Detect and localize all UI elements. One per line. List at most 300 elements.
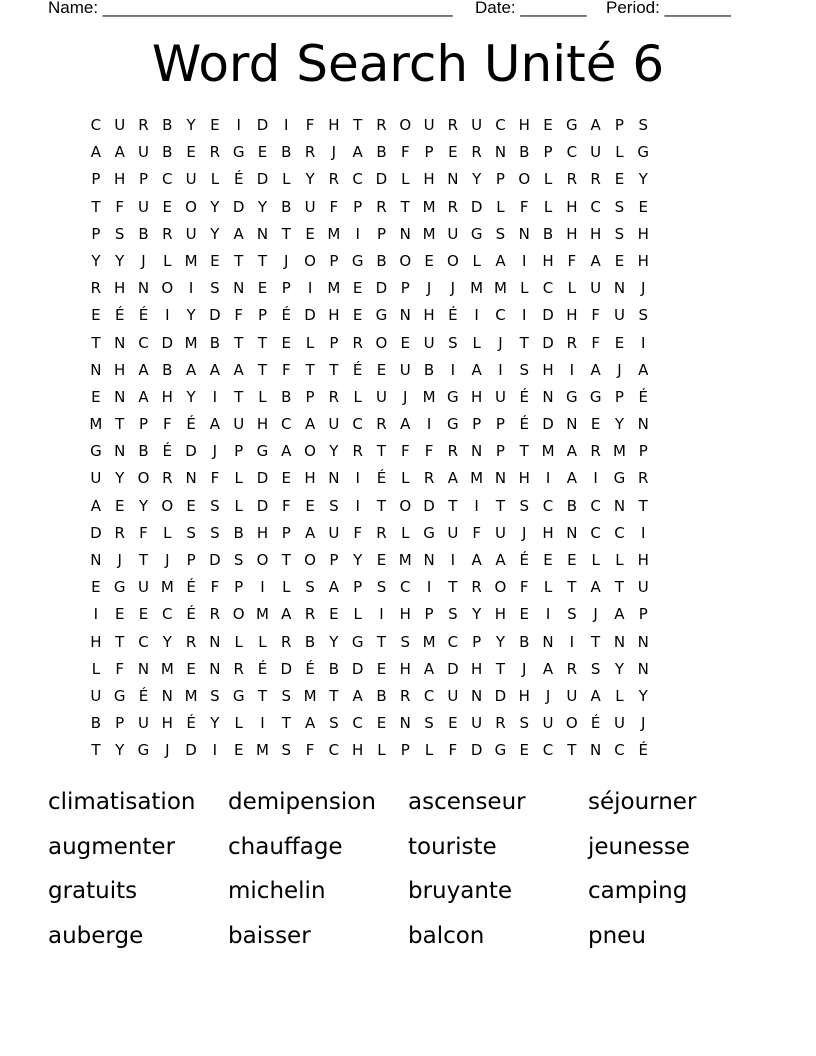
grid-cell: M — [160, 578, 174, 597]
grid-cell: P — [234, 442, 244, 461]
grid-cell: I — [236, 116, 241, 134]
grid-cell: Y — [186, 387, 196, 406]
grid-cell: N — [566, 415, 578, 434]
grid-cell: T — [519, 333, 529, 352]
grid-cell: P — [638, 442, 648, 461]
grid-cell: T — [281, 714, 291, 733]
grid-cell: H — [542, 523, 554, 542]
grid-cell: G — [351, 251, 364, 270]
grid-cell: R — [328, 387, 340, 406]
grid-cell: R — [376, 116, 387, 134]
grid-cell: M — [184, 686, 198, 705]
grid-cell: H — [328, 116, 340, 134]
grid-row — [84, 574, 655, 601]
grid-cell: M — [256, 605, 269, 624]
grid-cell: L — [282, 578, 291, 597]
grid-cell: H — [256, 523, 269, 542]
grid-cell: U — [471, 116, 483, 134]
grid-cell: U — [399, 360, 411, 379]
grid-cell: R — [376, 415, 387, 434]
grid-cell: E — [352, 279, 363, 298]
grid-cell: C — [162, 605, 173, 624]
grid-cell: R — [590, 442, 601, 461]
grid-row — [84, 601, 655, 628]
grid-cell: G — [637, 143, 650, 162]
grid-cell: A — [423, 659, 435, 678]
grid-cell: M — [470, 469, 484, 488]
grid-cell: A — [542, 659, 554, 678]
grid-cell: P — [472, 632, 482, 651]
grid-cell: T — [138, 551, 149, 569]
grid-cell: E — [543, 551, 553, 569]
grid-cell: J — [593, 605, 598, 624]
grid-cell: É — [114, 306, 125, 325]
grid-cell: J — [617, 360, 622, 379]
grid-cell: Y — [91, 251, 101, 270]
grid-cell: E — [114, 605, 125, 624]
grid-row — [84, 683, 655, 710]
grid-cell: C — [400, 578, 411, 597]
grid-cell: D — [494, 686, 507, 705]
grid-cell: H — [637, 224, 649, 243]
grid-cell: L — [615, 143, 624, 162]
grid-cell: L — [543, 197, 553, 216]
grid-cell: B — [519, 143, 530, 162]
grid-cell: G — [494, 741, 507, 760]
grid-cell: L — [258, 632, 267, 651]
grid-cell: M — [160, 659, 174, 678]
grid-cell: S — [614, 197, 625, 216]
grid-cell: D — [256, 170, 269, 189]
grid-cell: É — [186, 415, 196, 434]
grid-cell: N — [137, 279, 150, 298]
grid-cell: I — [474, 496, 479, 515]
grid-cell: L — [567, 279, 577, 298]
grid-cell: P — [329, 251, 339, 270]
grid-cell: N — [399, 224, 411, 243]
grid-cell: G — [232, 686, 245, 705]
grid-cell: E — [138, 605, 149, 624]
grid-cell: T — [495, 496, 506, 515]
grid-cell: O — [518, 170, 531, 189]
grid-cell: L — [401, 469, 410, 488]
grid-cell: S — [519, 496, 529, 515]
grid-cell: C — [138, 632, 149, 651]
grid-cell: C — [542, 496, 554, 515]
grid-cell: H — [518, 686, 530, 705]
grid-cell: J — [545, 686, 551, 705]
grid-row — [84, 139, 655, 166]
grid-cell: E — [448, 714, 458, 733]
grid-cell: R — [304, 143, 316, 162]
grid-cell: H — [114, 360, 126, 379]
grid-cell: C — [495, 116, 506, 134]
grid-cell: F — [210, 469, 220, 488]
grid-cell: B — [376, 251, 387, 270]
grid-cell: Y — [210, 197, 220, 216]
grid-cell: A — [590, 578, 601, 597]
grid-cell: G — [566, 116, 578, 134]
grid-cell: P — [234, 578, 244, 597]
grid-cell: A — [638, 360, 649, 379]
grid-cell: A — [185, 360, 197, 379]
grid-cell: I — [450, 551, 456, 569]
word-bank-item: gratuits — [48, 878, 138, 904]
grid-cell: G — [256, 442, 269, 461]
grid-cell: E — [376, 714, 387, 733]
grid-cell: A — [495, 551, 506, 569]
grid-row — [84, 166, 655, 193]
grid-cell: T — [329, 360, 339, 379]
grid-cell: T — [448, 578, 458, 597]
grid-cell: C — [614, 523, 625, 542]
grid-cell: E — [281, 469, 292, 488]
grid-cell: L — [91, 659, 101, 678]
grid-cell: I — [545, 605, 551, 624]
grid-cell: P — [353, 197, 363, 216]
grid-cell: I — [165, 306, 170, 325]
grid-cell: E — [590, 415, 601, 434]
grid-cell: G — [447, 387, 459, 406]
grid-cell: D — [542, 306, 554, 325]
grid-cell: É — [376, 469, 387, 488]
grid-cell: J — [641, 279, 646, 298]
word-bank-item: baisser — [228, 922, 311, 949]
grid-cell: R — [209, 143, 221, 162]
grid-cell: S — [210, 279, 220, 298]
grid-cell: P — [138, 415, 149, 434]
period-field-label: Period: _______ — [606, 0, 731, 17]
grid-cell: C — [352, 415, 363, 434]
grid-cell: T — [567, 578, 577, 597]
grid-cell: É — [257, 659, 268, 678]
grid-cell: O — [137, 469, 150, 488]
grid-cell: T — [281, 551, 291, 569]
grid-cell: H — [399, 605, 411, 624]
grid-cell: I — [355, 496, 360, 515]
grid-cell: E — [376, 551, 387, 569]
grid-cell: E — [233, 741, 244, 760]
grid-cell: P — [257, 306, 267, 325]
grid-cell: I — [450, 360, 456, 379]
grid-cell: A — [209, 360, 221, 379]
grid-cell: E — [281, 333, 292, 352]
grid-cell: P — [424, 143, 434, 162]
grid-cell: H — [399, 659, 411, 678]
grid-cell: S — [448, 605, 458, 624]
grid-cell: N — [161, 686, 173, 705]
grid-cell: S — [329, 496, 339, 515]
grid-cell: T — [638, 496, 648, 515]
grid-cell: J — [498, 333, 503, 352]
grid-cell: G — [232, 143, 245, 162]
grid-cell: H — [328, 306, 340, 325]
grid-cell: O — [399, 116, 412, 134]
grid-cell: P — [400, 741, 410, 760]
grid-cell: J — [212, 442, 218, 461]
grid-cell: É — [162, 442, 173, 461]
grid-cell: F — [519, 197, 529, 216]
grid-cell: F — [329, 197, 339, 216]
grid-cell: P — [281, 523, 291, 542]
grid-cell: L — [210, 170, 220, 189]
grid-cell: A — [281, 605, 292, 624]
grid-cell: M — [422, 632, 436, 651]
grid-cell: S — [424, 714, 434, 733]
grid-cell: R — [90, 279, 102, 298]
grid-cell: A — [304, 415, 316, 434]
grid-cell: A — [352, 686, 363, 705]
grid-cell: M — [470, 279, 484, 298]
grid-cell: S — [638, 116, 648, 134]
word-bank-item: jeunesse — [588, 833, 690, 860]
grid-cell: L — [163, 251, 172, 270]
grid-cell: H — [114, 170, 126, 189]
grid-cell: C — [90, 116, 102, 134]
grid-cell: T — [115, 632, 125, 651]
grid-cell: B — [138, 224, 149, 243]
grid-cell: N — [613, 632, 626, 651]
grid-cell: C — [423, 686, 435, 705]
grid-cell: L — [520, 279, 529, 298]
grid-cell: F — [400, 143, 410, 162]
grid-cell: D — [351, 659, 364, 678]
grid-cell: I — [260, 714, 265, 733]
word-bank-item: auberge — [48, 922, 144, 949]
grid-cell: D — [185, 741, 197, 760]
grid-cell: J — [450, 279, 456, 298]
grid-cell: P — [614, 116, 624, 134]
grid-cell: F — [519, 578, 529, 597]
grid-cell: Y — [614, 415, 625, 434]
grid-cell: B — [281, 387, 292, 406]
grid-cell: C — [590, 523, 601, 542]
grid-cell: T — [329, 686, 339, 705]
grid-cell: B — [304, 632, 316, 651]
grid-cell: I — [188, 279, 194, 298]
grid-cell: N — [447, 170, 459, 189]
grid-cell: B — [281, 197, 292, 216]
grid-cell: M — [303, 686, 317, 705]
grid-cell: U — [613, 306, 625, 325]
grid-cell: P — [305, 387, 315, 406]
grid-cell: C — [590, 496, 601, 515]
grid-cell: I — [355, 469, 360, 488]
grid-cell: F — [281, 360, 291, 379]
grid-cell: D — [209, 306, 221, 325]
grid-row — [84, 411, 655, 438]
grid-cell: E — [91, 306, 101, 325]
grid-cell: A — [138, 387, 149, 406]
grid-cell: A — [447, 469, 458, 488]
grid-cell: D — [256, 469, 269, 488]
grid-cell: É — [352, 360, 363, 379]
grid-row — [84, 302, 655, 329]
header — [48, 0, 731, 19]
grid-cell: H — [471, 387, 483, 406]
grid-cell: O — [446, 251, 459, 270]
grid-cell: A — [471, 360, 482, 379]
grid-cell: L — [353, 605, 362, 624]
grid-cell: G — [613, 469, 626, 488]
grid-cell: H — [566, 306, 578, 325]
grid-cell: T — [376, 496, 387, 515]
grid-cell: F — [305, 116, 315, 134]
grid-cell: N — [137, 659, 150, 678]
grid-cell: U — [447, 523, 459, 542]
grid-cell: S — [281, 741, 292, 760]
grid-cell: I — [569, 360, 575, 379]
grid-cell: É — [519, 415, 529, 434]
grid-cell: N — [233, 279, 245, 298]
grid-cell: R — [376, 523, 387, 542]
grid-cell: M — [184, 251, 198, 270]
grid-cell: L — [615, 551, 624, 569]
grid-cell: E — [614, 170, 625, 189]
grid-cell: G — [375, 306, 388, 325]
grid-cell: O — [375, 333, 388, 352]
grid-cell: S — [114, 224, 125, 243]
grid-row — [84, 737, 655, 764]
grid-cell: C — [542, 279, 554, 298]
grid-cell: S — [567, 605, 577, 624]
grid-cell: D — [447, 659, 459, 678]
grid-cell: E — [376, 360, 387, 379]
grid-cell: G — [470, 224, 483, 243]
grid-cell: J — [522, 523, 527, 542]
grid-cell: M — [184, 333, 198, 352]
grid-cell: S — [281, 686, 292, 705]
grid-cell: T — [234, 333, 244, 352]
grid-cell: E — [91, 578, 101, 597]
word-bank-item: climatisation — [48, 789, 196, 815]
grid-cell: R — [328, 170, 340, 189]
grid-cell: F — [115, 659, 125, 678]
grid-cell: O — [232, 605, 245, 624]
grid-cell: O — [161, 279, 174, 298]
grid-cell: Y — [186, 116, 196, 134]
grid-row — [84, 384, 655, 411]
grid-cell: É — [638, 387, 648, 406]
grid-cell: R — [185, 632, 197, 651]
grid-cell: C — [542, 741, 554, 760]
grid-cell: Y — [305, 170, 315, 189]
grid-cell: P — [495, 415, 505, 434]
grid-cell: P — [329, 333, 339, 352]
grid-cell: N — [566, 523, 578, 542]
grid-cell: R — [638, 469, 649, 488]
grid-cell: I — [355, 224, 360, 243]
grid-cell: Y — [210, 714, 220, 733]
name-field-label: Name: _____________________________________ — [48, 0, 453, 17]
grid-cell: T — [257, 251, 268, 270]
grid-cell: G — [566, 387, 578, 406]
grid-cell: B — [328, 659, 340, 678]
grid-cell: S — [614, 224, 625, 243]
grid-cell: F — [567, 251, 577, 270]
grid-cell: C — [328, 741, 340, 760]
grid-cell: F — [424, 442, 434, 461]
grid-cell: E — [210, 116, 220, 134]
grid-cell: A — [209, 415, 221, 434]
grid-cell: L — [234, 469, 243, 488]
grid-cell: S — [305, 578, 315, 597]
grid-cell: F — [353, 523, 362, 542]
grid-cell: R — [590, 170, 601, 189]
grid-cell: I — [93, 605, 99, 624]
grid-cell: B — [162, 143, 173, 162]
grid-cell: I — [522, 306, 527, 325]
grid-cell: J — [117, 551, 122, 569]
grid-cell: H — [542, 251, 554, 270]
grid-cell: N — [471, 686, 483, 705]
grid-cell: O — [565, 714, 578, 733]
grid-cell: N — [542, 632, 554, 651]
grid-cell: N — [637, 632, 649, 651]
grid-cell: Y — [186, 306, 196, 325]
grid-cell: I — [284, 116, 289, 134]
grid-cell: Y — [472, 170, 482, 189]
grid-cell: H — [589, 224, 602, 243]
grid-cell: O — [399, 251, 412, 270]
grid-cell: H — [90, 632, 102, 651]
grid-cell: L — [163, 523, 172, 542]
grid-cell: S — [638, 306, 648, 325]
grid-cell: A — [590, 686, 601, 705]
grid-cell: N — [399, 714, 411, 733]
grid-cell: S — [233, 551, 244, 569]
grid-cell: A — [352, 143, 363, 162]
grid-cell: U — [447, 686, 459, 705]
grid-cell: R — [162, 224, 173, 243]
grid-cell: I — [426, 578, 432, 597]
grid-cell: J — [403, 387, 408, 406]
grid-cell: E — [305, 496, 315, 515]
grid-cell: A — [304, 523, 316, 542]
grid-cell: I — [212, 387, 218, 406]
grid-cell: T — [353, 116, 363, 134]
grid-cell: L — [472, 333, 481, 352]
grid-row — [84, 438, 655, 465]
grid-cell: Y — [495, 632, 506, 651]
grid-cell: E — [186, 143, 196, 162]
grid-cell: J — [522, 659, 527, 678]
grid-cell: P — [353, 578, 363, 597]
grid-cell: C — [566, 143, 578, 162]
grid-cell: U — [138, 197, 149, 216]
grid-cell: N — [613, 496, 626, 515]
grid-cell: É — [519, 387, 529, 406]
grid-cell: R — [376, 197, 387, 216]
word-bank-item: pneu — [588, 922, 646, 949]
grid-cell: T — [376, 442, 387, 461]
grid-cell: T — [567, 741, 577, 760]
grid-cell: P — [495, 442, 505, 461]
grid-cell: J — [426, 279, 432, 298]
grid-cell: B — [162, 360, 173, 379]
grid-row — [84, 710, 655, 737]
grid-cell: A — [114, 143, 125, 162]
grid-cell: G — [351, 632, 364, 651]
grid-cell: E — [614, 251, 625, 270]
grid-cell: S — [186, 523, 196, 542]
grid-cell: T — [614, 578, 625, 597]
grid-cell: A — [138, 360, 149, 379]
grid-cell: C — [495, 306, 506, 325]
grid-cell: C — [447, 632, 459, 651]
grid-cell: M — [422, 197, 436, 216]
grid-cell: É — [186, 714, 196, 733]
